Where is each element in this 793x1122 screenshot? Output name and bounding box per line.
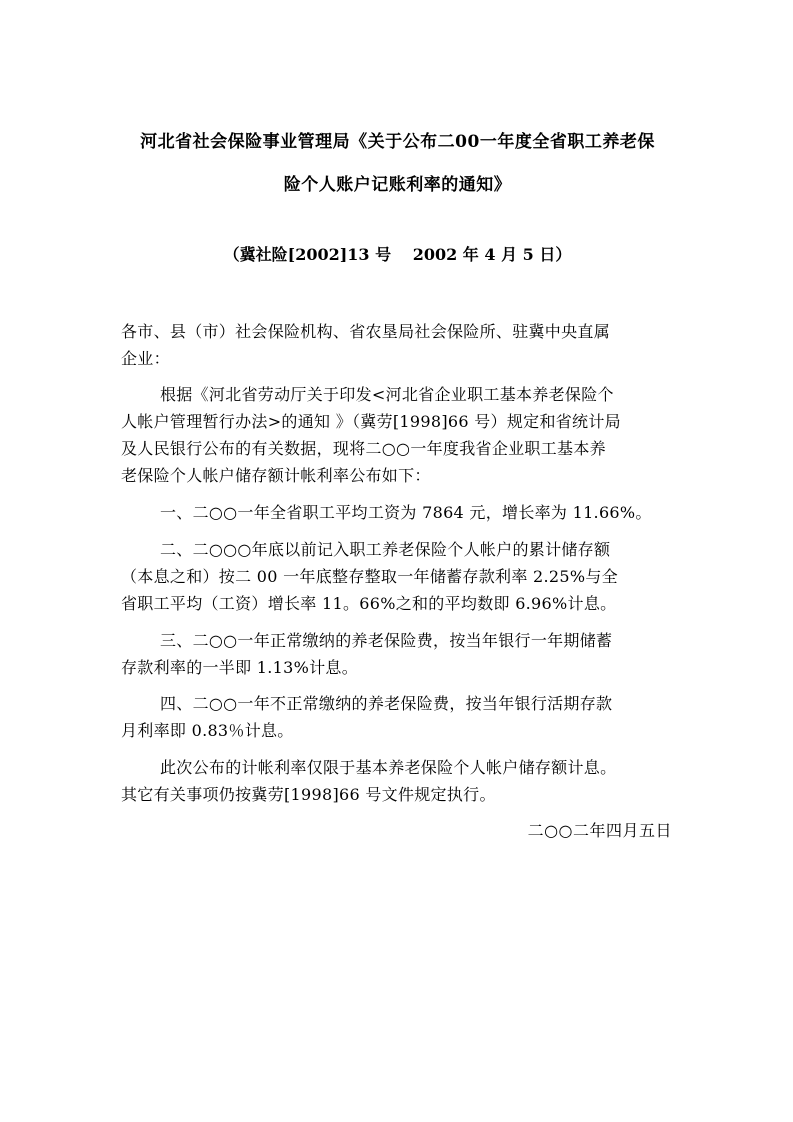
item-4-line-1: 四、二○○一年不正常缴纳的养老保险费，按当年银行活期存款	[160, 694, 613, 713]
intro-paragraph-line-2: 人帐户管理暂行办法>的通知 》（冀劳[1998]66 号）规定和省统计局	[121, 412, 621, 431]
item-2-line-1: 二、二○○○年底以前记入职工养老保险个人帐户的累计储存额	[160, 540, 611, 559]
signature-date: 二○○二年四月五日	[527, 821, 672, 840]
document-reference: （冀社险[2002]13 号 2002 年 4 月 5 日）	[223, 245, 572, 264]
item-2-line-2: （本息之和）按二 00 一年底整存整取一年储蓄存款利率 2.25%与全	[121, 567, 618, 586]
closing-paragraph-line-2: 其它有关事项仍按冀劳[1998]66 号文件规定执行。	[121, 785, 496, 804]
addressee-line-2: 企业：	[121, 349, 170, 368]
item-2-line-3: 省职工平均（工资）增长率 11。66%之和的平均数即 6.96%计息。	[121, 594, 617, 613]
closing-paragraph-line-1: 此次公布的计帐利率仅限于基本养老保险个人帐户储存额计息。	[160, 758, 617, 777]
document-title-line-2: 险个人账户记账利率的通知》	[283, 175, 512, 195]
item-4-line-2: 月利率即 0.83％计息。	[121, 721, 294, 740]
item-3-line-2: 存款利率的一半即 1.13%计息。	[121, 658, 359, 677]
addressee-line-1: 各市、县（市）社会保险机构、省农垦局社会保险所、驻冀中央直属	[121, 322, 611, 341]
intro-paragraph-line-1: 根据《河北省劳动厅关于印发<河北省企业职工基本养老保险个	[160, 385, 614, 404]
intro-paragraph-line-4: 老保险个人帐户储存额计帐利率公布如下：	[121, 466, 431, 485]
item-3-line-1: 三、二○○一年正常缴纳的养老保险费，按当年银行一年期储蓄	[160, 631, 613, 650]
document-title-line-1: 河北省社会保险事业管理局《关于公布二00一年度全省职工养老保	[140, 132, 655, 152]
intro-paragraph-line-3: 及人民银行公布的有关数据，现将二○○一年度我省企业职工基本养	[121, 439, 606, 458]
item-1-line-1: 一、二○○一年全省职工平均工资为 7864 元，增长率为 11.66%。	[160, 503, 652, 522]
